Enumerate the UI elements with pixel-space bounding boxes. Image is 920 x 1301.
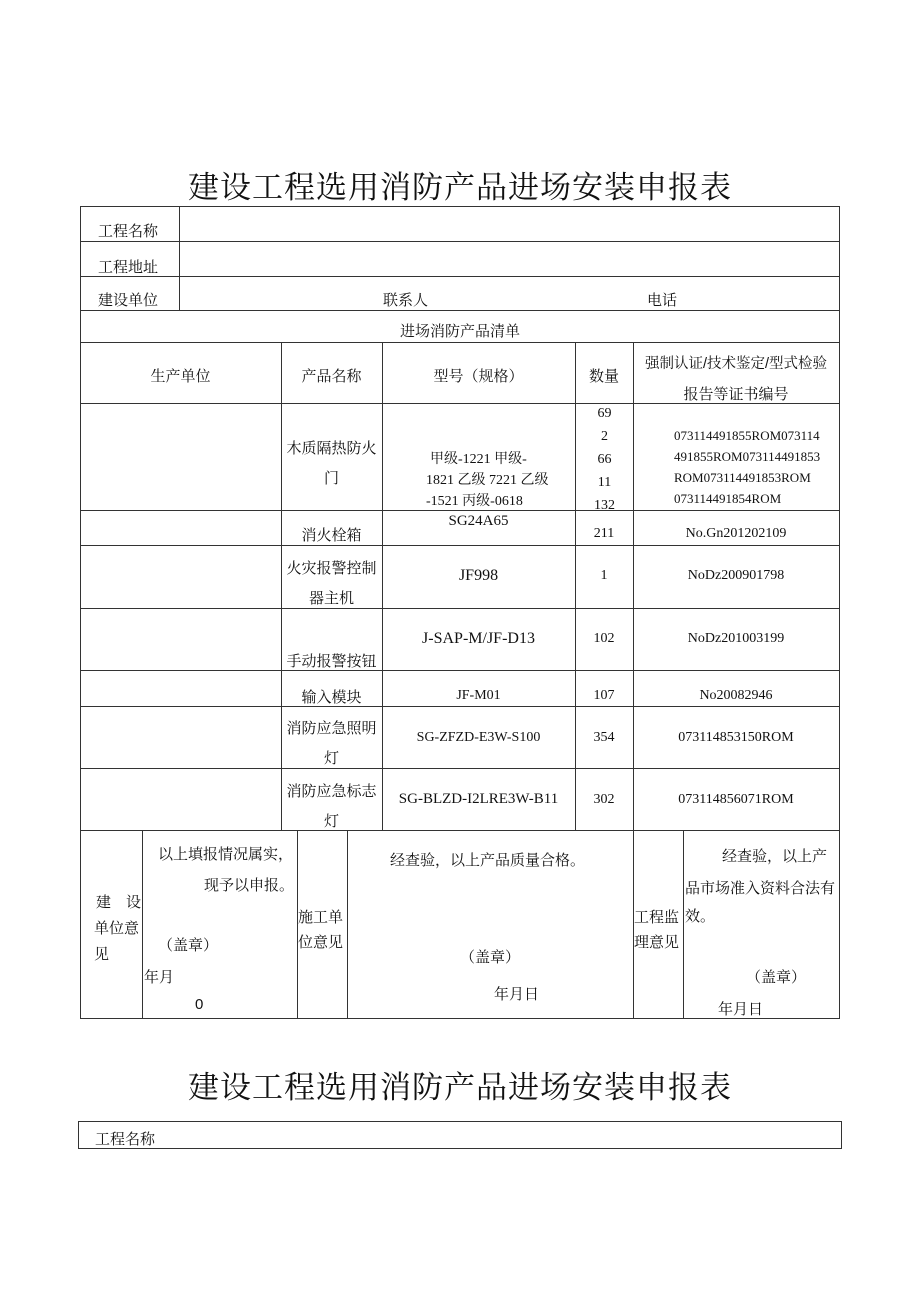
- divider: [347, 830, 348, 1019]
- cell-cert: 073114853150ROM: [678, 730, 794, 745]
- owner-opinion-label: 建 设: [96, 894, 142, 911]
- cell-quantity: 1: [600, 568, 608, 583]
- supervisor-opinion-label: 工程监: [634, 909, 680, 926]
- cell-model: 1821 乙级 7221 乙级: [426, 473, 549, 488]
- col-product: 产品名称: [301, 368, 362, 385]
- cell-model: JF998: [458, 567, 499, 584]
- owner-date: 0: [195, 996, 204, 1013]
- col-model: 型号（规格）: [433, 368, 524, 385]
- cell-quantity: 302: [593, 792, 615, 807]
- table-border-top: [78, 1121, 842, 1122]
- divider: [80, 670, 840, 671]
- divider: [382, 342, 383, 831]
- table-border-right: [841, 1121, 842, 1149]
- cell-cert: ROM073114491853ROM: [674, 470, 811, 485]
- contractor-opinion-label: 位意见: [298, 934, 344, 951]
- cell-cert: NoDz201003199: [687, 631, 785, 646]
- divider: [80, 545, 840, 546]
- divider: [633, 342, 634, 831]
- qty-value: 2: [601, 429, 608, 444]
- owner-date: 年月: [144, 969, 175, 986]
- project-address-field[interactable]: [180, 242, 839, 276]
- qty-value: 132: [594, 498, 615, 510]
- cell-cert: 491855ROM073114491853: [674, 449, 821, 464]
- cell-product: 火灾报警控制: [286, 560, 377, 577]
- divider: [142, 830, 143, 1019]
- cell-product: 灯: [323, 750, 339, 767]
- supervisor-seal: （盖章）: [746, 969, 807, 986]
- cell-cert: NoDz200901798: [687, 568, 785, 583]
- cell-quantity: 107: [593, 688, 615, 703]
- col-quantity: 数量: [588, 368, 619, 385]
- divider: [80, 768, 840, 769]
- list-title: 进场消防产品清单: [399, 323, 520, 340]
- cell-product: 消防应急标志: [286, 783, 377, 800]
- cell-model: -1521 丙级-0618: [426, 494, 523, 509]
- page-title: 建设工程选用消防产品进场安装申报表: [188, 170, 732, 206]
- col-manufacturer: 生产单位: [150, 368, 211, 385]
- cell-product: 手动报警按钮: [286, 653, 377, 670]
- phone-label: 电话: [647, 292, 678, 309]
- cell-model: 甲级-1221 甲级-: [430, 452, 527, 467]
- supervisor-opinion-label: 理意见: [634, 934, 680, 951]
- divider: [80, 310, 840, 311]
- cell-model: SG-BLZD-I2LRE3W-B11: [398, 791, 559, 807]
- cell-product: 木质隔热防火: [286, 440, 377, 457]
- contractor-seal: （盖章）: [460, 949, 521, 966]
- cell-model: SG24A65: [448, 513, 509, 529]
- cell-product: 门: [323, 470, 339, 487]
- cell-quantity: 211: [593, 526, 615, 541]
- cell-quantity: [576, 404, 633, 510]
- cell-cert: 073114491854ROM: [674, 491, 782, 506]
- qty-value: 66: [597, 452, 612, 467]
- construction-unit-field[interactable]: [180, 277, 380, 310]
- divider: [683, 830, 684, 1019]
- table-border-left: [78, 1121, 79, 1149]
- cell-model: J-SAP-M/JF-D13: [422, 630, 535, 647]
- divider: [80, 706, 840, 707]
- cell-product: 消防应急照明: [286, 720, 377, 737]
- cell-quantity: 354: [593, 730, 615, 745]
- cell-product: 灯: [323, 813, 339, 830]
- project-address-label: 工程地址: [98, 259, 159, 276]
- supervisor-opinion-text: 经查验，以上产: [722, 848, 828, 865]
- cell-quantity: 102: [593, 631, 615, 646]
- owner-opinion-text: 以上填报情况属实，: [158, 846, 294, 863]
- supervisor-opinion-text: 效。: [685, 908, 716, 925]
- owner-opinion-label: 单位意: [94, 920, 140, 937]
- cell-cert: 073114856071ROM: [678, 792, 794, 807]
- owner-opinion-label: 见: [94, 946, 110, 963]
- qty-value: 11: [597, 475, 612, 490]
- contractor-date: 年月日: [494, 986, 540, 1003]
- col-cert: 强制认证/技术鉴定/型式检验: [644, 356, 828, 372]
- cell-model: JF-M01: [456, 688, 501, 703]
- cell-product: 输入模块: [301, 689, 362, 706]
- project-name-label: 工程名称: [98, 223, 159, 240]
- cell-model: SG-ZFZD-E3W-S100: [416, 730, 541, 745]
- contact-label: 联系人: [383, 292, 429, 309]
- divider: [80, 342, 840, 343]
- qty-value: 69: [597, 406, 612, 421]
- owner-seal: （盖章）: [158, 937, 219, 954]
- project-name-field[interactable]: [180, 207, 839, 241]
- divider: [80, 510, 840, 511]
- col-cert: 报告等证书编号: [683, 386, 789, 403]
- cell-product: 消火栓箱: [301, 527, 362, 544]
- table-border-bottom: [78, 1148, 842, 1149]
- cell-cert: 073114491855ROM073114: [674, 428, 820, 443]
- cell-cert: No20082946: [699, 688, 773, 703]
- supervisor-date: 年月日: [718, 1001, 764, 1018]
- owner-opinion-text: 现予以申报。: [204, 877, 295, 894]
- project-name-label: 工程名称: [95, 1131, 156, 1148]
- contractor-opinion-text: 经查验，以上产品质量合格。: [390, 852, 586, 869]
- construction-unit-label: 建设单位: [98, 292, 159, 309]
- cell-cert: No.Gn201202109: [685, 526, 787, 541]
- divider: [80, 608, 840, 609]
- page-title-repeat: 建设工程选用消防产品进场安装申报表: [188, 1070, 732, 1106]
- contractor-opinion-label: 施工单: [298, 909, 344, 926]
- divider: [80, 830, 840, 831]
- cell-product: 器主机: [308, 590, 354, 607]
- supervisor-opinion-text: 品市场准入资料合法有: [685, 880, 836, 897]
